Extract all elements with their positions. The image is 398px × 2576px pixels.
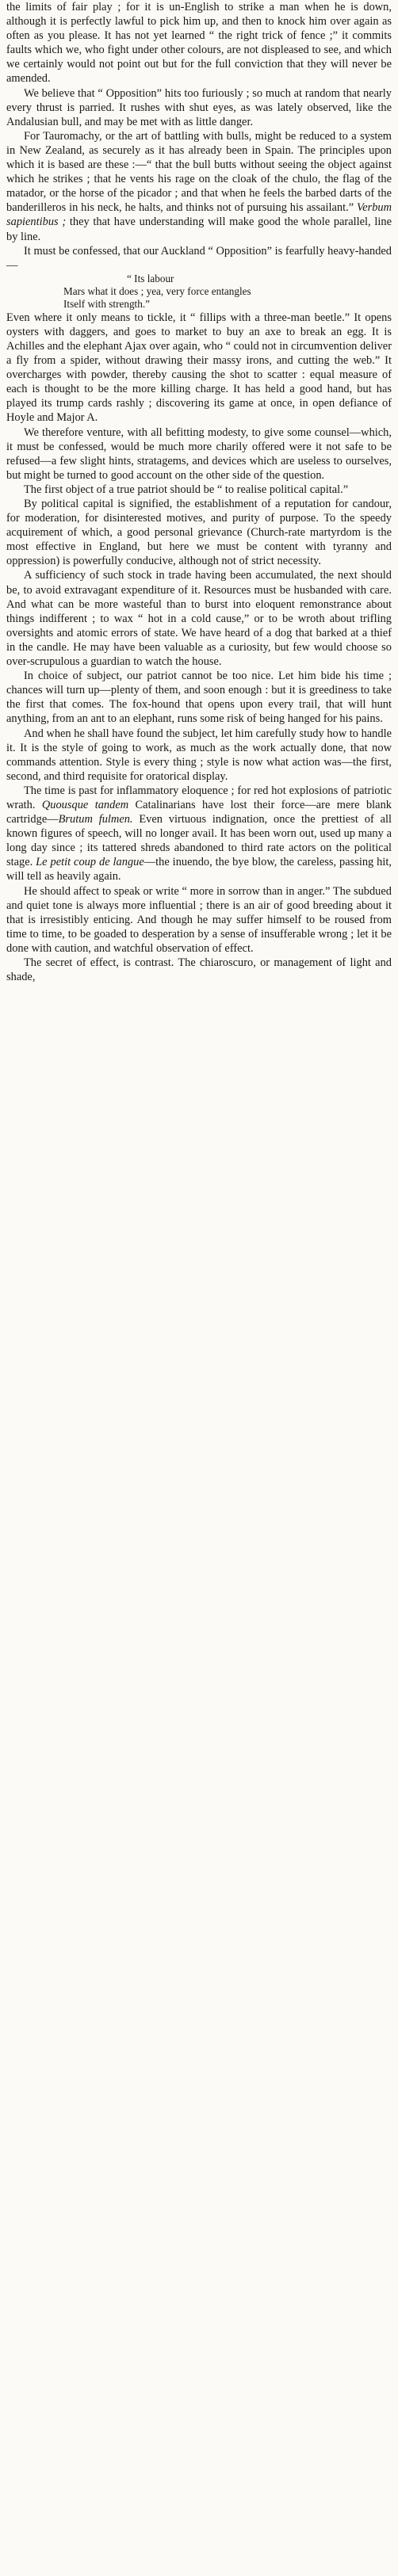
paragraph-counsel xyxy=(6,426,392,483)
paragraph-text: The time is past for inflammatory eloquence ; for red hot explosions of patriotic wrath. xyxy=(6,784,392,811)
paragraph-mid: Even virtuous indignation, once the prettiest of all known figures of speech, will no longer avail. It has been worn out, used up many a long day since ; its tattered shreds abandoned to third rate actors on the political stage. xyxy=(6,813,392,869)
quote-line: “ Its labour xyxy=(127,272,174,284)
verse-quotation xyxy=(63,273,392,311)
paragraph-heavy-handed xyxy=(6,244,392,273)
paragraph-text: He should affect to speak or write “ more in sorrow than in anger.” The subdued and quiet tone is always more influential ; there is an air of good breeding about it that is irresistibly enticing. And though he may suffer himself to be roused from time to time, to be goaded to desperation by a sense of insufferable wrong ; let it be done with caution, and watchful observation of effect. xyxy=(6,884,392,955)
paragraph-tail: they that have understanding will make good the whole parallel, line by line. xyxy=(6,216,392,243)
paragraph-text: Even where it only means to tickle, it “ fillips with a three-man beetle.” It opens oysters with daggers, and goes to market to buy an axe to break an egg. It is Achilles and the elephant Ajax over again, who “ could not in circumvention deliver a fly from a spider, without drawing their massy irons, and cutting the web.” It overcharges with powder, thereby causing the shot to scatter : equal measure of each is thought to be the more killing charge. It has held a good hand, but has played its trump cards rashly ; discovering its game at once, in open defiance of Hoyle and Major A. xyxy=(6,311,392,425)
paragraph-tickle xyxy=(6,311,392,426)
paragraph-tauromachy xyxy=(6,129,392,244)
latin-phrase: Quousque tandem xyxy=(41,798,129,811)
paragraph-style xyxy=(6,727,392,784)
paragraph-text: In choice of subject, our patriot cannot be too nice. Let him bide his time ; chances will turn up—plenty of them, and soon enough : but it is greediness to take the first that comes. The fox-hound that opens upon every trail, that will hunt anything, from an ant to an elephant, runs some risk of being hanged for his pains. xyxy=(6,670,392,726)
paragraph-text: The first object of a true patriot should be “ to realise political capital.” xyxy=(24,483,349,496)
paragraph-text: We believe that “ Opposition” hits too furiously ; so much at random that nearly every thrust is parried. It rushes with shut eyes, as was lately observed, like the Andalusian bull, and may be met with as little danger. xyxy=(6,86,392,128)
paragraph-choice-of-subject xyxy=(6,669,392,726)
paragraph-text: It must be confessed, that our Auckland “ Opposition” is fearfully heavy-handed— xyxy=(6,244,392,272)
paragraph-mid: Catalinarians have lost their force—are mere blank cartridge— xyxy=(6,798,392,826)
french-phrase: Le petit coup de langue xyxy=(36,856,144,869)
latin-phrase: Verbum sapientibus ; xyxy=(6,201,392,229)
paragraph-political-capital xyxy=(6,497,392,568)
paragraph-tail: —the inuendo, the bye blow, the careless, passing hit, will tell as heavily again. xyxy=(6,856,392,883)
paragraph-text: We therefore venture, with all befitting modesty, to give some counsel—which, it must be confessed, would be much more charily offered were it not safe to be refused—a few slight hints, stratagems, and devices which are useless to ourselves, but might be turned to good account on the other side of the question. xyxy=(6,426,392,482)
paragraph-text: And when he shall have found the subject, let him carefully study how to handle it. It is the style of going to work, as much as the work actually done, that now commands attention. Style is every thing ; style is now what action was—the first, second, and third requisite for oratorical display. xyxy=(6,727,392,783)
document-page xyxy=(0,0,398,984)
paragraph-text: By political capital is signified, the establishment of a reputation for candour, for moderation, for disinterested motives, and purity of purpose. To the speedy acquirement of which, a good personal grievance (Church-rate martyrdom is the most effective in England, but here we must be content with tyranny and oppression) is powerfully conducive, although not of strict necessity. xyxy=(6,498,392,568)
paragraph-text: The secret of effect, is contrast. The chiaroscuro, or management of light and shade, xyxy=(6,956,392,984)
latin-phrase: Brutum fulmen. xyxy=(58,813,133,826)
paragraph-contrast xyxy=(6,956,392,984)
paragraph-text: the limits of fair play ; for it is un-English to strike a man when he is down, although it is perfectly lawful to pick him up, and then to knock him over again as often as you please. It has not yet learned “ the right trick of fence ;” it commits faults which we, who fight under other colours, are not displeased to see, and which we certainly would not point out but for the full conviction that they will never be amended. xyxy=(6,1,392,86)
paragraph-first-object xyxy=(6,483,392,497)
paragraph-text: For Tauromachy, or the art of battling with bulls, might be reduced to a system in New Zealand, as securely as it has already been in Spain. The principles upon which it is based are these :—“ that the bull butts without seeing the object against which he strikes ; that he vents his rage on the cloak of the chulo, the flag of the matador, or the horse of the picador ; and that when he feels the barbed darts of the banderilleros in his neck, he halts, and thinks not of pursuing his assailant.” xyxy=(6,129,392,215)
paragraph-opposition-hits xyxy=(6,86,392,129)
paragraph-fair-play xyxy=(6,0,392,86)
paragraph-inflammatory xyxy=(6,784,392,884)
paragraph-sufficiency xyxy=(6,568,392,669)
paragraph-sorrow xyxy=(6,884,392,956)
quote-line: Itself with strength.” xyxy=(63,297,150,310)
paragraph-text: A sufficiency of such stock in trade having been accumulated, the next should be, to avoid extravagant expenditure of it. Resources must be husbanded with care. And what can be more wasteful than to burst into eloquent remonstrance about things indifferent ; to wax “ hot in a cold cause,” or to be wroth about trifling oversights and atomic errors of state. We have heard of a dog that barked at a thief in the candle. He may have been valuable as a curiosity, but few would choose so over-scrupulous a guardian to watch the house. xyxy=(6,569,392,669)
quote-line: Mars what it does ; yea, very force entangles xyxy=(63,284,251,297)
